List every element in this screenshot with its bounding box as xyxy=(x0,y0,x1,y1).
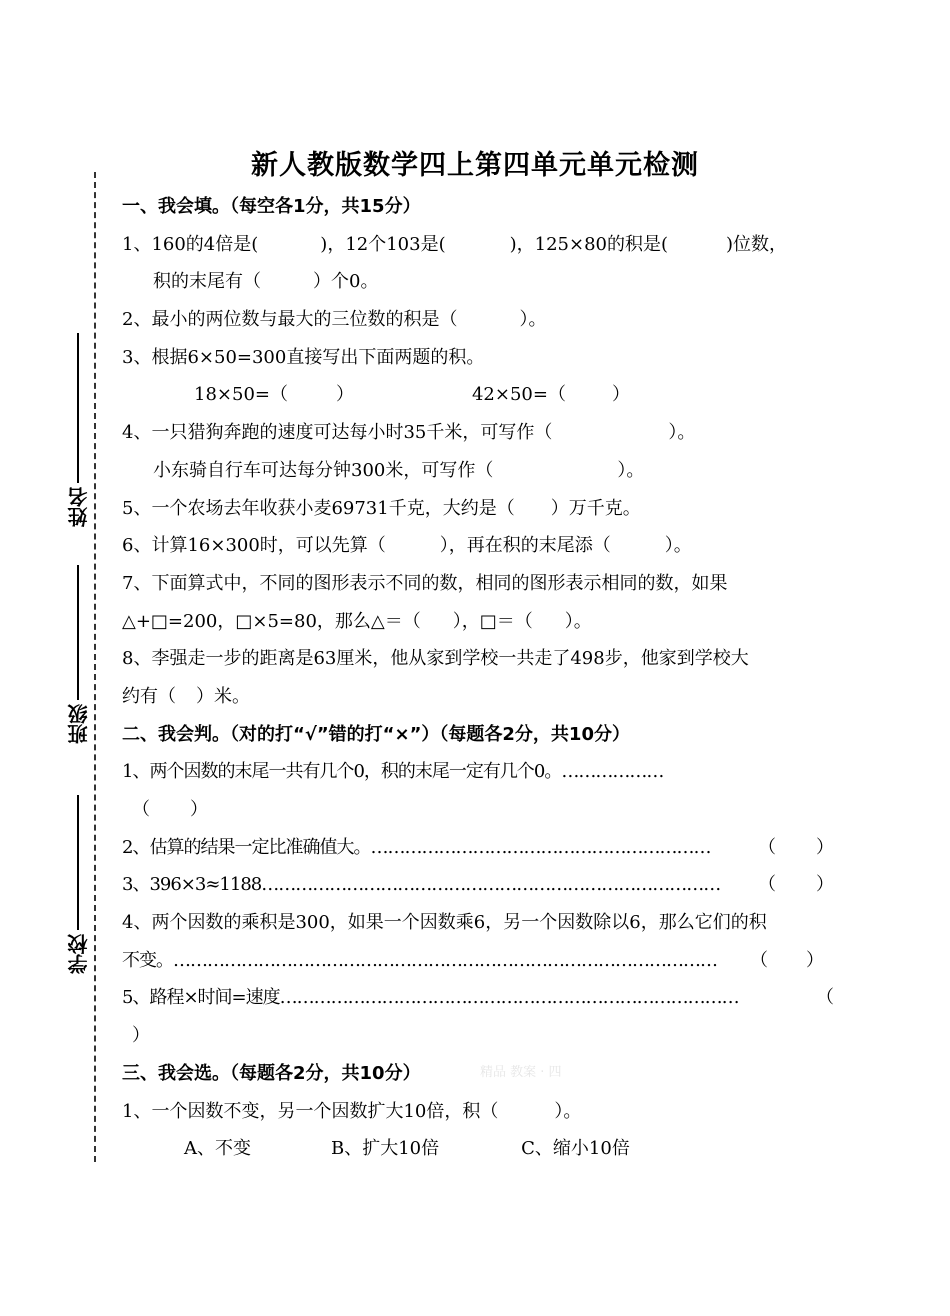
question-1-4: 4、一只猎狗奔跑的速度可达每小时35千米，可写作（ ）。 xyxy=(122,422,696,444)
worksheet-content xyxy=(122,188,834,1168)
question-1-8-cont: 约有（ ）米。 xyxy=(122,685,250,707)
section-2-header: 二、我会判。（对的打“√”错的打“×”）（每题各2分，共10分） xyxy=(122,723,630,745)
class-blank-line xyxy=(78,565,80,700)
question-1-5: 5、一个农场去年收获小麦69731千克，大约是（ ）万千克。 xyxy=(122,497,641,519)
option-c: C、缩小10倍 xyxy=(521,1138,630,1160)
question-1-6: 6、计算16×300时，可以先算（ ），再在积的末尾添（ ）。 xyxy=(122,535,692,557)
question-1-3: 3、根据6×50=300直接写出下面两题的积。 xyxy=(122,346,485,368)
name-label: 姓名 xyxy=(67,487,91,527)
question-1-4-cont: 小东骑自行车可达每分钟300米，可写作（ ）。 xyxy=(153,459,645,481)
question-1-1: 1、160的4倍是( )，12个103是( )，125×80的积是( )位数， xyxy=(122,233,788,255)
choice-1-options xyxy=(122,1130,834,1168)
question-1-7-cont: △+□=200，□×5=80，那么△＝（ ），□＝（ ）。 xyxy=(122,610,592,632)
judge-5-cont: ） xyxy=(132,1025,150,1047)
question-1-2: 2、最小的两位数与最大的三位数的积是（ ）。 xyxy=(122,309,547,331)
watermark: 精品 教案 · 四 xyxy=(480,1065,562,1080)
judge-5: 5、路程×时间=速度……………………………………………………………………… （ xyxy=(122,987,834,1009)
judge-2: 2、估算的结果一定比准确值大。…………………………………………………… （ ） xyxy=(122,836,834,858)
school-label: 学校 xyxy=(67,934,91,974)
judge-1-answer: （ ） xyxy=(132,799,208,820)
option-a: A、不变 xyxy=(184,1138,251,1160)
name-field xyxy=(64,333,93,527)
judge-4: 4、两个因数的乘积是300，如果一个因数乘6，另一个因数除以6，那么它们的积 xyxy=(122,912,767,934)
school-field xyxy=(64,795,93,974)
class-label: 班级 xyxy=(67,704,91,744)
binding-dashed-line xyxy=(94,172,96,1162)
class-field xyxy=(64,565,93,744)
choice-1: 1、一个因数不变，另一个因数扩大10倍，积（ ）。 xyxy=(122,1100,582,1122)
judge-4-cont: 不变。…………………………………………………………………………………… （ ） xyxy=(122,949,824,971)
name-blank-line xyxy=(78,333,80,483)
judge-1: 1、两个因数的末尾一共有几个0，积的末尾一定有几个0。……………… xyxy=(122,761,664,783)
question-1-8: 8、李强走一步的距离是63厘米，他从家到学校一共走了498步，他家到学校大 xyxy=(122,648,749,670)
section-3-header: 三、我会选。（每题各2分，共10分） xyxy=(122,1062,421,1084)
question-1-7: 7、下面算式中，不同的图形表示不同的数，相同的图形表示相同的数，如果 xyxy=(122,572,728,594)
section-1-header: 一、我会填。（每空各1分，共15分） xyxy=(122,196,421,217)
question-1-1-cont: 积的末尾有（ ）个0。 xyxy=(153,271,379,293)
school-blank-line xyxy=(78,795,80,930)
option-b: B、扩大10倍 xyxy=(331,1138,440,1160)
page-title: 新人教版数学四上第四单元单元检测 xyxy=(251,150,699,181)
judge-3: 3、396×3≈1188……………………………………………………………………… （ ） xyxy=(122,874,834,896)
question-1-3-parts: 18×50=（ ） 42×50=（ ） xyxy=(194,384,630,406)
